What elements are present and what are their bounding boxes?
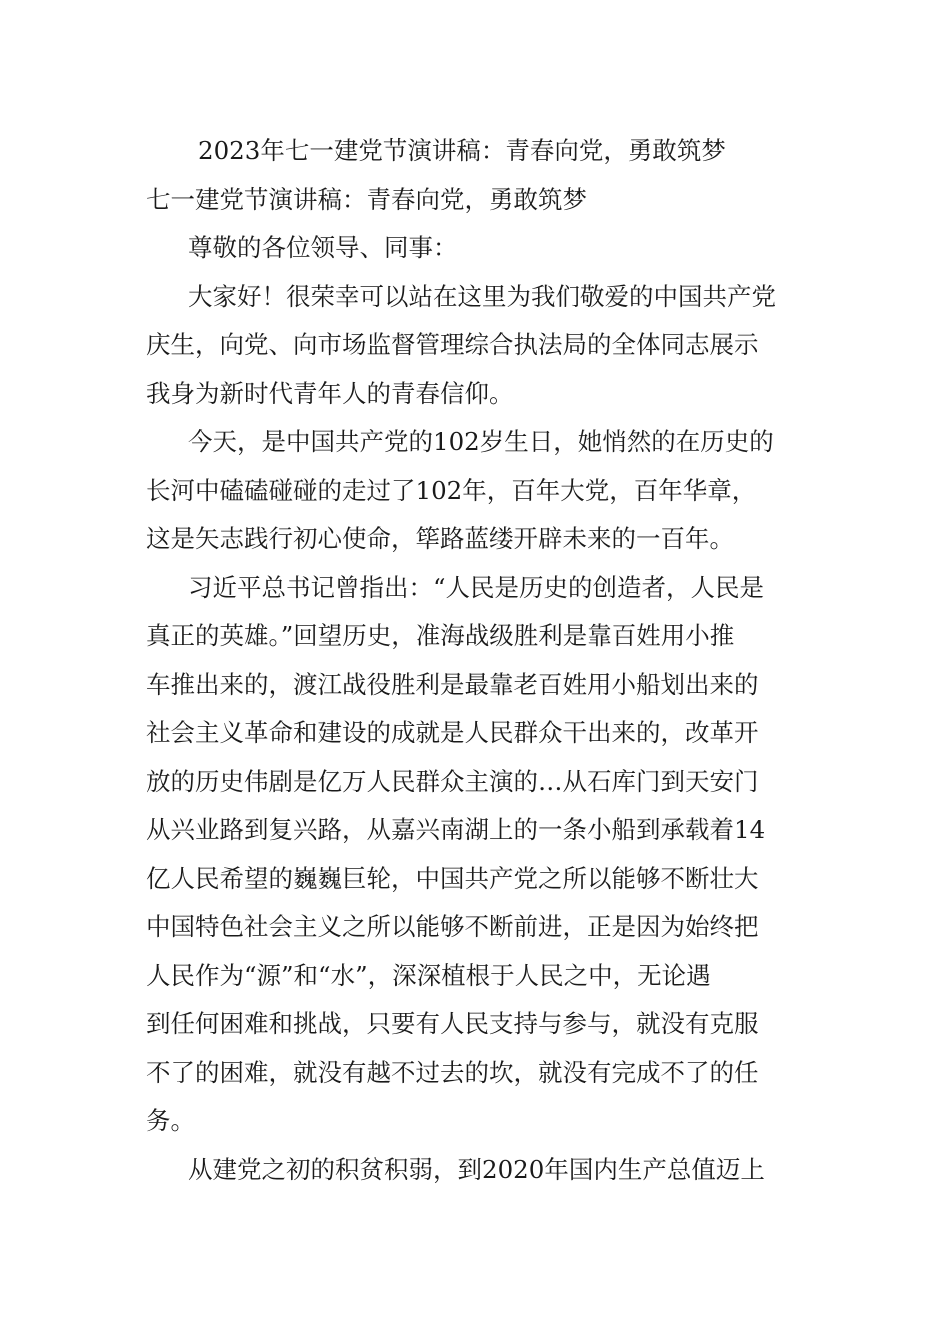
paragraph-line: 到任何困难和挑战，只要有人民支持与参与，就没有克服 bbox=[146, 1009, 759, 1038]
paragraph-line: 我身为新时代青年人的青春信仰。 bbox=[146, 378, 514, 408]
paragraph-line: 庆生，向党、向市场监督管理综合执法局的全体同志展示 bbox=[146, 330, 759, 359]
paragraph-line: 放的历史伟剧是亿万人民群众主演的…从石库门到天安门 bbox=[146, 766, 759, 796]
paragraph-development bbox=[146, 1146, 810, 1195]
paragraph-people bbox=[146, 564, 810, 1146]
paragraph-line: 长河中磕磕碰碰的走过了102年，百年大党，百年华章， bbox=[146, 475, 757, 505]
paragraph-line: 不了的困难，就没有越不过去的坎，就没有完成不了的任 bbox=[146, 1057, 759, 1087]
paragraph-line: 社会主义革命和建设的成就是人民群众干出来的，改革开 bbox=[146, 718, 759, 747]
paragraph-line: 务。 bbox=[146, 1106, 195, 1135]
paragraph-line: 大家好！很荣幸可以站在这里为我们敬爱的中国共产党 bbox=[188, 281, 776, 311]
paragraph-line: 习近平总书记曾指出：“人民是历史的创造者，人民是 bbox=[188, 572, 765, 602]
paragraph-line: 亿人民希望的巍巍巨轮，中国共产党之所以能够不断壮大 bbox=[146, 863, 759, 893]
salutation: 尊敬的各位领导、同事： bbox=[188, 233, 458, 262]
paragraph-line: 从兴业路到复兴路，从嘉兴南湖上的一条小船到承载着14 bbox=[146, 815, 766, 844]
paragraph-line: 从建党之初的积贫积弱，到2020年国内生产总值迈上 bbox=[188, 1154, 765, 1184]
paragraph-line: 中国特色社会主义之所以能够不断前进，正是因为始终把 bbox=[146, 912, 759, 941]
paragraph-line: 人民作为“源”和“水”，深深植根于人民之中，无论遇 bbox=[146, 960, 711, 990]
paragraph-line: 这是矢志践行初心使命，筚路蓝缕开辟未来的一百年。 bbox=[146, 524, 734, 553]
paragraph-anniversary bbox=[146, 418, 810, 564]
paragraph-greeting bbox=[146, 273, 810, 419]
paragraph-line: 车推出来的，渡江战役胜利是最靠老百姓用小船划出来的 bbox=[146, 669, 759, 699]
paragraph-line: 真正的英雄。”回望历史，准海战级胜利是靠百姓用小推 bbox=[146, 621, 735, 650]
document-subtitle: 七一建党节演讲稿：青春向党，勇敢筑梦 bbox=[146, 184, 587, 214]
speech-body bbox=[146, 127, 810, 1194]
document-title: 2023年七一建党节演讲稿：青春向党，勇敢筑梦 bbox=[198, 136, 726, 165]
paragraph-line: 今天，是中国共产党的102岁生日，她悄然的在历史的 bbox=[188, 427, 774, 456]
